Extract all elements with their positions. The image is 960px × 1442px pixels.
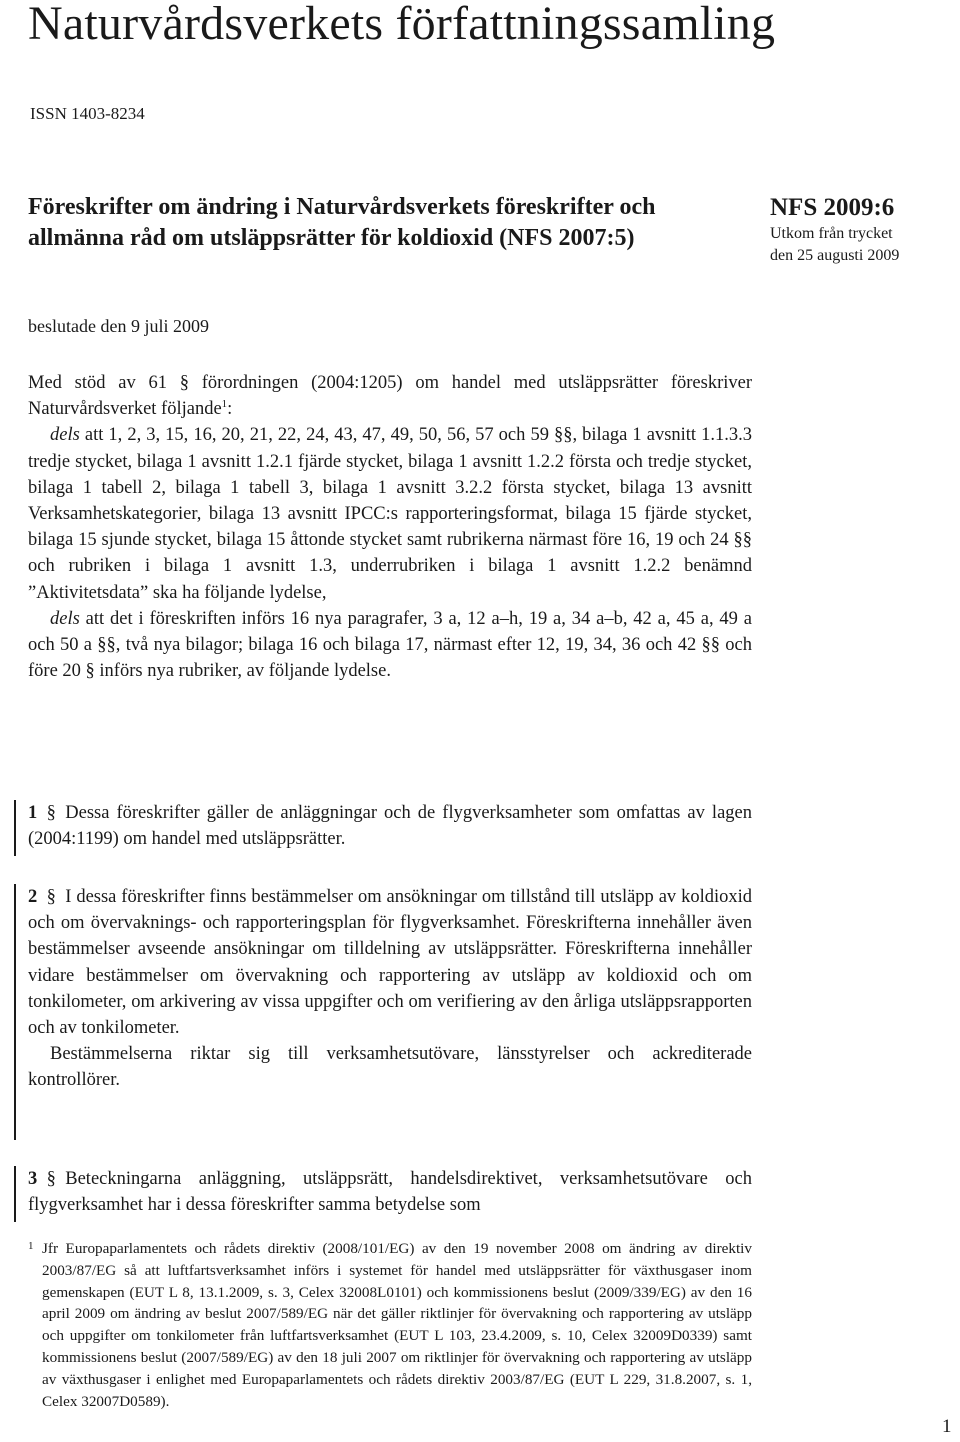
section-paragraph [28,800,752,852]
section-paragraph: Bestämmelserna riktar sig till verksamhetsutövare, länsstyrelser och ackrediterade kontrollörer. [28,1044,752,1091]
published-line-1: Utkom från trycket [770,225,893,242]
intro-paragraph-2 [28,422,752,605]
dels-keyword: dels [50,425,80,446]
section-paragraph [28,1166,752,1218]
intro-text-2: att 1, 2, 3, 15, 16, 20, 21, 22, 24, 43, 47, 49, 50, 56, 57 och 59 §§, bilaga 1 avsnitt 1.1.3.3 tredje stycket, bilaga 1 avsnitt 1.2.1 fjärde stycket, bilaga 1 avsnitt 1.2.2 första och tredje stycket, bilaga 1 tabell 2, bilaga 1 tabell 3, bilaga 1 avsnitt 3.2.2 första stycket, bilaga 13 avsnitt Verksamhetskategorier, bilaga 13 avsnitt IPCC:s rapporteringsformat, bilaga 15 fjärde stycket, bilaga 15 sjunde stycket, bilaga 15 åttonde stycket samt rubrikerna närmast före 16, 19 och 24 §§ och rubriken i bilaga 1 avsnitt 1.3, underrubriken i bilaga 1 avsnitt 1.2.2 benämnd ”Aktivitetsdata” ska ha följande lydelse, [28,425,752,603]
decision-date: beslutade den 9 juli 2009 [28,316,209,336]
intro-block [28,370,752,684]
publication-title: Naturvårdsverkets författningssamling [28,0,776,50]
issn-number: ISSN 1403-8234 [30,104,145,123]
section-number: 1 [28,803,38,823]
intro-colon: : [227,399,233,420]
footnote-marker: 1 [28,1240,34,1252]
intro-paragraph-3 [28,606,752,685]
footnote-text: Jfr Europaparlamentets och rådets direktiv (2008/101/EG) av den 19 november 2008 om ändring av direktiv 2003/87/EG så att luftfartsverksamhet införs i systemet för handel med utsläppsrätter för växthusgaser inom gemenskapen (EUT L 8, 13.1.2009, s. 3, Celex 32008L0101) och kommissionens beslut (2009/339/EG) av den 16 april 2009 om ändring av beslut 2007/589/EG när det gäller riktlinjer för övervakning och rapportering av utsläpp och uppgifter om tonkilometer från luftfartsverksamhet (EUT L 103, 23.4.2009, s. 10, Celex 32009D0339) samt kommissionens beslut (2007/589/EG) av den 18 juli 2007 om riktlinjer för övervakning och rapportering av utsläpp av växthusgaser i enlighet med Europaparlamentets och rådets direktiv 2003/87/EG (EUT L 229, 31.8.2007, s. 1, Celex 32007D0589). [42,1240,752,1410]
nfs-info [770,192,899,267]
section-text: I dessa föreskrifter finns bestämmelser om ansökningar om tillstånd till utsläpp av koldioxid och om övervaknings- och rapporteringsplan för flygverksamhet. Föreskrifterna innehåller även bestämmelser avseende ansökningar om tilldelning av utsläppsrätter. Föreskrifterna innehåller vidare bestämmelser om övervakning och rapportering av utsläpp av koldioxid och om tonkilometer, om arkivering av vissa uppgifter och om verifiering av den årliga utsläppsrapporten och av tonkilometer. [28,887,752,1039]
section-number: 2 [28,887,38,907]
section-text: Dessa föreskrifter gäller de anläggningar och de flygverksamheter som omfattas av lagen (2004:1199) om handel med utsläppsrätter. [28,803,752,850]
change-bar [14,884,16,1140]
footnote [28,1238,752,1412]
section-number: 3 [28,1169,38,1189]
paragraph-sign: § [46,803,56,823]
published-line-2: den 25 augusti 2009 [770,247,900,264]
section-text: Beteckningarna anläggning, utsläppsrätt, handelsdirektivet, verksamhetsutövare och flygverksamhet har i dessa föreskrifter samma betydelse som [28,1169,752,1216]
paragraph-sign: § [46,1169,56,1189]
paragraph-sign: § [46,887,56,907]
footnote-reference: 1 [221,398,228,411]
page-number: 1 [942,1416,952,1437]
intro-text-3: att det i föreskriften införs 16 nya paragrafer, 3 a, 12 a–h, 19 a, 34 a–b, 42 a, 45 a, 49 a och 50 a §§, två nya bilagor; bilaga 16 och bilaga 17, närmast efter 12, 19, 34, 36 och 42 §§ och före 20 § införs nya rubriker, av följande lydelse. [28,608,752,682]
change-bar [14,800,16,856]
intro-paragraph-1 [28,370,752,422]
section-paragraph [28,884,752,1041]
nfs-number: NFS 2009:6 [770,194,895,221]
section-2 [28,884,752,1094]
regulation-title: Föreskrifter om ändring i Naturvårdsverkets föreskrifter och allmänna råd om utsläppsrätter för koldioxid (NFS 2007:5) [28,194,656,251]
intro-text: Med stöd av 61 § förordningen (2004:1205) om handel med utsläppsrätter föreskriver Naturvårdsverket följande [28,373,752,420]
section-3 [28,1166,752,1218]
section-1 [28,800,752,852]
dels-keyword: dels [50,608,80,629]
change-bar [14,1166,16,1222]
